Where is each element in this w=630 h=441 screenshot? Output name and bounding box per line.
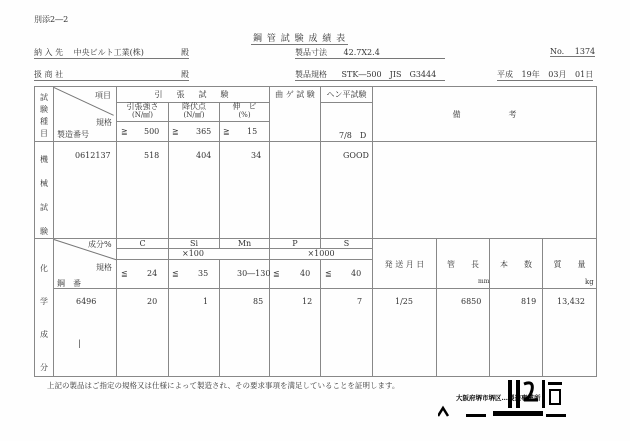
p-value: 12 bbox=[302, 297, 313, 306]
side-char: 試 bbox=[40, 203, 48, 212]
tensile-std: 500 bbox=[144, 127, 160, 136]
steel-no-label: 鋼 番 bbox=[57, 279, 81, 288]
mn-std: 30―130 bbox=[237, 269, 271, 278]
steel-no-mark: | bbox=[78, 339, 81, 348]
elongation-std: 15 bbox=[247, 127, 258, 136]
mn-value: 85 bbox=[253, 297, 264, 306]
side-char: 種 bbox=[40, 117, 48, 126]
col-unit: (N/㎟) bbox=[132, 111, 153, 119]
elongation-header bbox=[220, 102, 269, 120]
multiplier-100: ×100 bbox=[182, 249, 204, 258]
product-size-label: 製品寸法 bbox=[295, 48, 327, 57]
trader-label: 扱 商 社 bbox=[34, 70, 64, 79]
col-unit: (%) bbox=[238, 111, 251, 119]
flatten-test-header: ヘン平試験 bbox=[326, 90, 367, 99]
tensile-value: 518 bbox=[144, 151, 160, 160]
si-std: 35 bbox=[198, 269, 209, 278]
company-address: 大阪府堺市堺区…製造事業所 bbox=[456, 394, 541, 402]
ship-date-value: 1/25 bbox=[395, 297, 413, 306]
side-char: 械 bbox=[40, 179, 48, 188]
si-value: 1 bbox=[203, 297, 209, 306]
col-name: 引張強さ bbox=[126, 102, 159, 111]
element-p: P bbox=[292, 239, 298, 248]
chem-side-label bbox=[35, 252, 53, 384]
side-label-test-type bbox=[35, 92, 53, 140]
recipient-suffix: 殿 bbox=[181, 48, 189, 57]
mech-side-label bbox=[35, 148, 53, 244]
trader-suffix: 殿 bbox=[181, 70, 189, 79]
pipe-length-value: 6850 bbox=[461, 297, 482, 306]
document-title: 鋼 管 試 験 成 績 表 bbox=[251, 31, 348, 45]
product-spec-field bbox=[295, 69, 445, 81]
standard-label: 規格 bbox=[96, 118, 112, 127]
element-si: Si bbox=[189, 239, 199, 248]
c-value: 20 bbox=[147, 297, 158, 306]
recipient-value: 中央ビルト工業(株) bbox=[73, 48, 144, 57]
side-char: 機 bbox=[40, 155, 48, 164]
product-spec-value: STK―500 JIS G3444 bbox=[341, 70, 437, 79]
element-mn: Mn bbox=[237, 239, 252, 248]
flatten-value: GOOD bbox=[343, 151, 369, 160]
steel-number: 6496 bbox=[76, 297, 97, 306]
c-std: 24 bbox=[147, 269, 158, 278]
document-number bbox=[550, 47, 595, 57]
count-value: 819 bbox=[521, 297, 537, 306]
yield-std: 365 bbox=[196, 127, 212, 136]
recipient-field bbox=[34, 47, 189, 59]
element-c: C bbox=[139, 239, 146, 248]
p-std: 40 bbox=[300, 269, 311, 278]
yield-value: 404 bbox=[196, 151, 212, 160]
elongation-value: 34 bbox=[251, 151, 262, 160]
remarks-header: 備 考 bbox=[452, 110, 517, 119]
recipient-label: 納 入 先 bbox=[34, 48, 64, 57]
mass-unit: kg bbox=[585, 278, 594, 286]
s-op: ≦ bbox=[325, 269, 332, 278]
date-month: 03月 bbox=[548, 70, 567, 79]
date-year: 19年 bbox=[521, 70, 540, 79]
serial-label: 製造番号 bbox=[57, 130, 89, 139]
tensile-test-group: 引 張 試 験 bbox=[154, 90, 232, 99]
side-char: 目 bbox=[40, 129, 48, 138]
serial-number: 0612137 bbox=[75, 151, 111, 160]
side-char: 学 bbox=[40, 297, 48, 306]
col-unit: (N/㎟) bbox=[183, 111, 205, 119]
issue-date bbox=[497, 69, 593, 81]
count-header: 本 数 bbox=[500, 260, 532, 269]
certification-statement: 上記の製品はご指定の規格又は仕様によって製造され、その要求事項を満足していることを証明します。 bbox=[47, 381, 400, 390]
pipe-length-header: 管 長 bbox=[447, 260, 479, 269]
product-spec-label: 製品規格 bbox=[295, 70, 327, 79]
mass-value: 13,432 bbox=[557, 297, 585, 306]
flatten-std: 7/8 D bbox=[339, 131, 367, 140]
pipe-length-unit: mm bbox=[478, 278, 490, 285]
si-op: ≦ bbox=[172, 269, 179, 278]
side-char: 化 bbox=[40, 264, 48, 273]
side-char: 分 bbox=[40, 363, 48, 372]
c-op: ≦ bbox=[121, 269, 128, 278]
date-era: 平成 bbox=[497, 70, 513, 79]
attachment-label: 別添2―2 bbox=[34, 15, 69, 24]
chem-standard-label: 規格 bbox=[96, 263, 112, 272]
elongation-op: ≧ bbox=[223, 127, 230, 136]
element-s: S bbox=[343, 239, 350, 248]
item-label: 項目 bbox=[95, 91, 111, 100]
ship-date-header: 発 送 月 日 bbox=[384, 260, 425, 269]
company-seal-icon bbox=[438, 378, 598, 428]
side-char: 験 bbox=[40, 227, 48, 236]
number-value: 1374 bbox=[574, 47, 596, 56]
col-name: 降伏点 bbox=[182, 102, 206, 111]
date-day: 01日 bbox=[575, 70, 594, 79]
mass-header: 質 量 bbox=[553, 260, 586, 269]
company-stamp bbox=[438, 378, 598, 428]
tensile-strength-header bbox=[117, 102, 168, 120]
s-value: 7 bbox=[357, 297, 363, 306]
col-name: 伸 ビ bbox=[232, 102, 257, 111]
yield-point-header bbox=[169, 102, 219, 120]
product-size-field bbox=[295, 47, 445, 59]
s-std: 40 bbox=[351, 269, 362, 278]
number-label: No. bbox=[550, 47, 565, 56]
side-char: 成 bbox=[40, 330, 48, 339]
p-op: ≦ bbox=[273, 269, 280, 278]
product-size-value: 42.7X2.4 bbox=[343, 48, 380, 57]
bend-test-header: 曲 ゲ 試 験 bbox=[275, 90, 315, 99]
tensile-op: ≧ bbox=[121, 127, 128, 136]
trader-field bbox=[34, 69, 189, 81]
multiplier-1000: ×1000 bbox=[307, 249, 335, 258]
side-char: 試 bbox=[40, 93, 48, 102]
component-label: 成分% bbox=[88, 240, 112, 249]
yield-op: ≧ bbox=[172, 127, 179, 136]
side-char: 験 bbox=[40, 105, 48, 114]
